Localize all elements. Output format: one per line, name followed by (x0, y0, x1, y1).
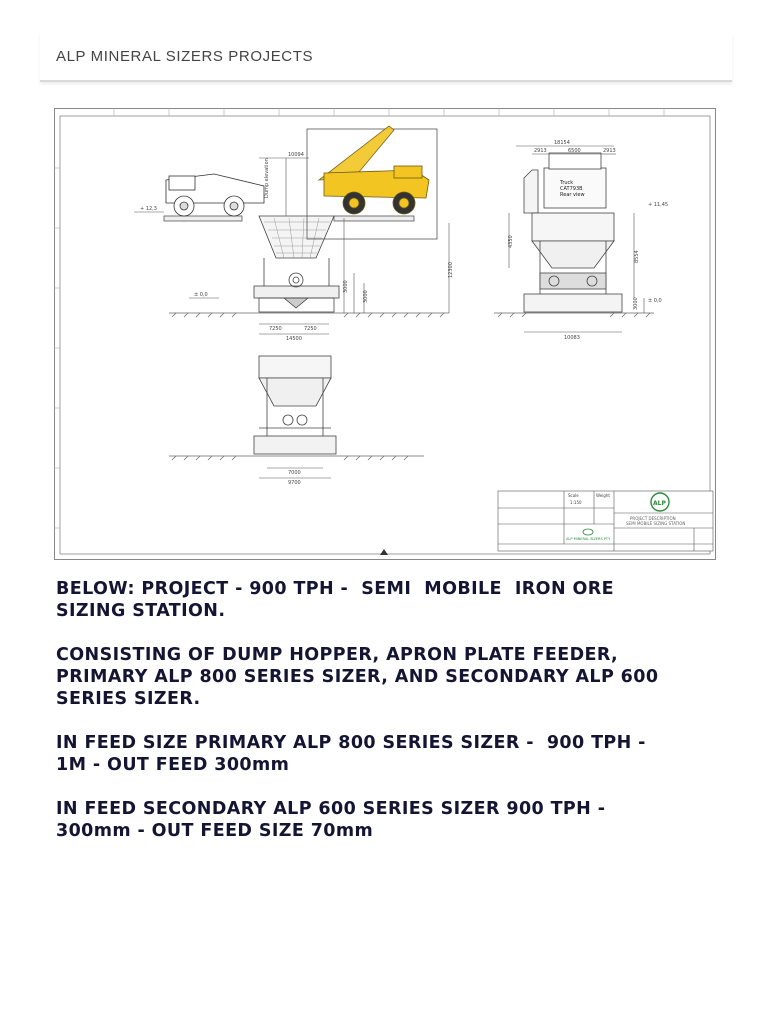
small-alp-logo-icon (583, 529, 593, 535)
side-height-top: 10094 (288, 152, 304, 158)
side-level-left: + 12,3 (140, 206, 157, 212)
tb-project-line-1: PROJECT DESCRIPTION (630, 516, 676, 521)
rear-width-c: 2913 (603, 148, 616, 154)
drawing-svg (54, 108, 716, 560)
rear-level-bottom: ± 0,0 (648, 298, 662, 304)
rear-width-total: 18154 (554, 140, 570, 146)
side-vertical-label: Dump elevation (264, 158, 270, 198)
page-title: ALP MINERAL SIZERS PROJECTS (56, 48, 314, 65)
tb-scale-value: 1:150 (570, 500, 582, 505)
side-height-mid: 3000 (343, 280, 349, 293)
rear-left-height: 4350 (508, 235, 514, 248)
tb-company: ALP MINERAL SIZERS PTY (566, 537, 611, 541)
rear-base-width: 10083 (564, 335, 580, 341)
alp-logo-icon (651, 493, 669, 511)
side-height-low: 3000 (363, 290, 369, 303)
side-width-1: 7250 (269, 326, 282, 332)
rear-width-b: 6500 (568, 148, 581, 154)
truck-label-1: Truck (560, 180, 574, 186)
rear-height: 8554 (634, 250, 640, 263)
side-width-2: 7250 (304, 326, 317, 332)
rear-height-low: 3000 (633, 297, 639, 310)
side-level-bottom: ± 0,0 (194, 292, 208, 298)
project-description (56, 578, 736, 864)
tb-project-line-2: SEMI MOBILE SIZING STATION (626, 521, 686, 526)
rear-width-a: 2913 (534, 148, 547, 154)
paragraph-consisting: CONSISTING OF DUMP HOPPER, APRON PLATE FEEDER, PRIMARY ALP 800 SERIES SIZER, AND SECONDARY ALP 600 SERIES SIZER. (56, 645, 659, 709)
side-height-right: 12300 (448, 262, 454, 278)
truck-label-2: CAT793B (560, 186, 583, 192)
side-width-total: 14500 (286, 336, 302, 342)
front-width-1: 7000 (288, 470, 301, 476)
paragraph-project: BELOW: PROJECT - 900 TPH - SEMI MOBILE IRON ORE SIZING STATION. (56, 579, 615, 621)
page-header (40, 34, 732, 82)
paragraph-secondary-feed: IN FEED SECONDARY ALP 600 SERIES SIZER 900 TPH - 300mm - OUT FEED SIZE 70mm (56, 799, 606, 841)
tb-scale-label: Scale (568, 493, 579, 498)
tb-logo-text: ALP (653, 500, 666, 507)
truck-label-3: Rear view (560, 192, 585, 198)
rear-level-top: + 11,45 (648, 202, 669, 208)
engineering-drawing (54, 108, 716, 560)
paragraph-primary-feed: IN FEED SIZE PRIMARY ALP 800 SERIES SIZER - 900 TPH - 1M - OUT FEED 300mm (56, 733, 646, 775)
front-width-2: 9700 (288, 480, 301, 486)
tb-weight-label: Weight (596, 493, 610, 498)
